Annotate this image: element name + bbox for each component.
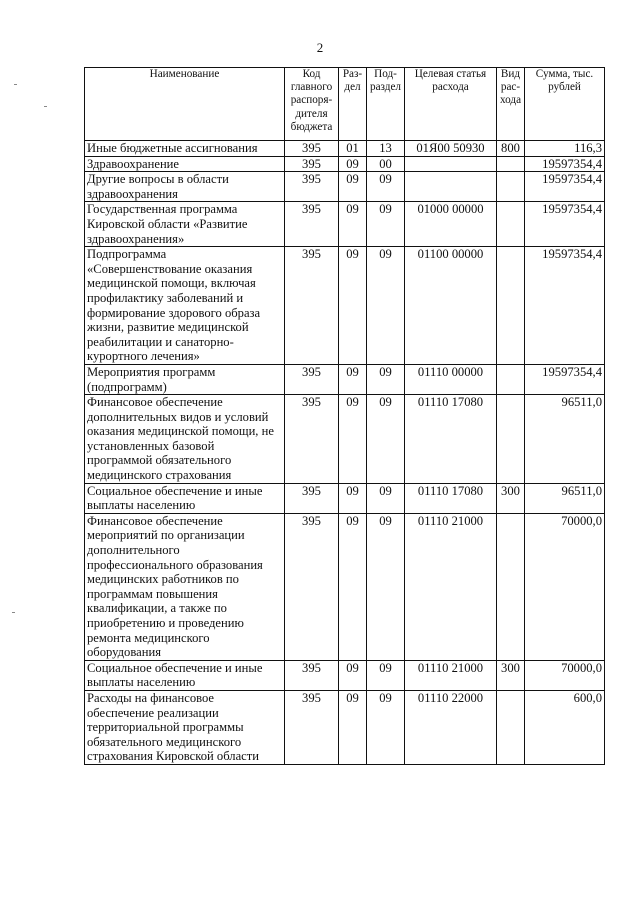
row-target xyxy=(405,156,497,172)
row-sum: 96511,0 xyxy=(525,395,605,484)
row-name: Социальное обеспечение и иные выплаты населению xyxy=(85,660,285,690)
table-row xyxy=(85,202,605,247)
table-row xyxy=(85,690,605,764)
table-row xyxy=(85,364,605,394)
row-name: Иные бюджетные ассигнования xyxy=(85,141,285,157)
row-subsection: 09 xyxy=(367,483,405,513)
row-target: 01110 17080 xyxy=(405,483,497,513)
header-section: Раз-дел xyxy=(339,68,367,141)
row-subsection: 09 xyxy=(367,247,405,365)
row-type xyxy=(497,156,525,172)
row-name: Расходы на финансовое обеспечение реализации территориальной программы обязательного медицинского страхования Кировской области xyxy=(85,690,285,764)
row-sum: 19597354,4 xyxy=(525,364,605,394)
row-sum: 70000,0 xyxy=(525,513,605,660)
row-type xyxy=(497,690,525,764)
row-type: 300 xyxy=(497,483,525,513)
row-sum: 19597354,4 xyxy=(525,247,605,365)
row-name: Финансовое обеспечение дополнительных видов и условий оказания медицинской помощи, не установленных базовой программой обязательного медицинского страхования xyxy=(85,395,285,484)
row-type xyxy=(497,247,525,365)
row-name: Финансовое обеспечение мероприятий по организации дополнительного профессионального образования медицинских работников по программам повышения квалификации, а также по приобретению и проведению ремонта медицинского оборудования xyxy=(85,513,285,660)
row-subsection: 09 xyxy=(367,364,405,394)
row-target: 01110 00000 xyxy=(405,364,497,394)
row-target: 01000 00000 xyxy=(405,202,497,247)
row-name: Здравоохранение xyxy=(85,156,285,172)
row-target: 01Я00 50930 xyxy=(405,141,497,157)
row-type: 300 xyxy=(497,660,525,690)
row-target: 01110 22000 xyxy=(405,690,497,764)
row-type xyxy=(497,364,525,394)
row-code: 395 xyxy=(285,483,339,513)
header-subsection: Под-раздел xyxy=(367,68,405,141)
row-name: Государственная программа Кировской области «Развитие здравоохранения» xyxy=(85,202,285,247)
row-sum: 600,0 xyxy=(525,690,605,764)
row-name: Другие вопросы в области здравоохранения xyxy=(85,172,285,202)
header-code: Код главного распоря-дителя бюджета xyxy=(285,68,339,141)
row-subsection: 09 xyxy=(367,202,405,247)
row-name: Подпрограмма «Совершенствование оказания медицинской помощи, включая профилактику заболеваний и формирование здорового образа жизни, развитие медицинской реабилитации и санаторно-курортного лечения» xyxy=(85,247,285,365)
table-row xyxy=(85,483,605,513)
scan-speck xyxy=(44,106,47,107)
row-target: 01100 00000 xyxy=(405,247,497,365)
row-section: 01 xyxy=(339,141,367,157)
table-row xyxy=(85,156,605,172)
row-section: 09 xyxy=(339,690,367,764)
row-subsection: 09 xyxy=(367,690,405,764)
row-code: 395 xyxy=(285,513,339,660)
row-target: 01110 17080 xyxy=(405,395,497,484)
row-section: 09 xyxy=(339,395,367,484)
row-section: 09 xyxy=(339,483,367,513)
table-row xyxy=(85,141,605,157)
row-section: 09 xyxy=(339,156,367,172)
row-type xyxy=(497,172,525,202)
scan-speck xyxy=(12,612,15,613)
row-target xyxy=(405,172,497,202)
row-subsection: 09 xyxy=(367,395,405,484)
table-row xyxy=(85,513,605,660)
row-sum: 19597354,4 xyxy=(525,202,605,247)
row-section: 09 xyxy=(339,513,367,660)
row-section: 09 xyxy=(339,660,367,690)
row-subsection: 09 xyxy=(367,660,405,690)
row-code: 395 xyxy=(285,364,339,394)
row-target: 01110 21000 xyxy=(405,660,497,690)
budget-table xyxy=(84,67,605,765)
row-subsection: 13 xyxy=(367,141,405,157)
row-code: 395 xyxy=(285,202,339,247)
row-subsection: 00 xyxy=(367,156,405,172)
row-sum: 19597354,4 xyxy=(525,156,605,172)
row-sum: 70000,0 xyxy=(525,660,605,690)
row-code: 395 xyxy=(285,395,339,484)
row-code: 395 xyxy=(285,690,339,764)
header-name: Наименование xyxy=(85,68,285,141)
row-subsection: 09 xyxy=(367,172,405,202)
row-section: 09 xyxy=(339,364,367,394)
row-name: Мероприятия программ (подпрограмм) xyxy=(85,364,285,394)
row-section: 09 xyxy=(339,172,367,202)
row-code: 395 xyxy=(285,660,339,690)
header-target: Целевая статья расхода xyxy=(405,68,497,141)
table-row xyxy=(85,247,605,365)
row-type: 800 xyxy=(497,141,525,157)
row-subsection: 09 xyxy=(367,513,405,660)
row-code: 395 xyxy=(285,247,339,365)
row-type xyxy=(497,202,525,247)
row-type xyxy=(497,395,525,484)
page-number: 2 xyxy=(316,40,324,55)
table-row xyxy=(85,660,605,690)
scan-speck xyxy=(14,84,17,85)
row-sum: 96511,0 xyxy=(525,483,605,513)
header-row xyxy=(85,68,605,141)
header-type: Вид рас-хода xyxy=(497,68,525,141)
row-sum: 19597354,4 xyxy=(525,172,605,202)
table-row xyxy=(85,172,605,202)
row-target: 01110 21000 xyxy=(405,513,497,660)
table-row xyxy=(85,395,605,484)
row-code: 395 xyxy=(285,156,339,172)
row-type xyxy=(497,513,525,660)
row-code: 395 xyxy=(285,141,339,157)
row-name: Социальное обеспечение и иные выплаты населению xyxy=(85,483,285,513)
header-sum: Сумма, тыс. рублей xyxy=(525,68,605,141)
row-code: 395 xyxy=(285,172,339,202)
row-section: 09 xyxy=(339,247,367,365)
row-sum: 116,3 xyxy=(525,141,605,157)
row-section: 09 xyxy=(339,202,367,247)
